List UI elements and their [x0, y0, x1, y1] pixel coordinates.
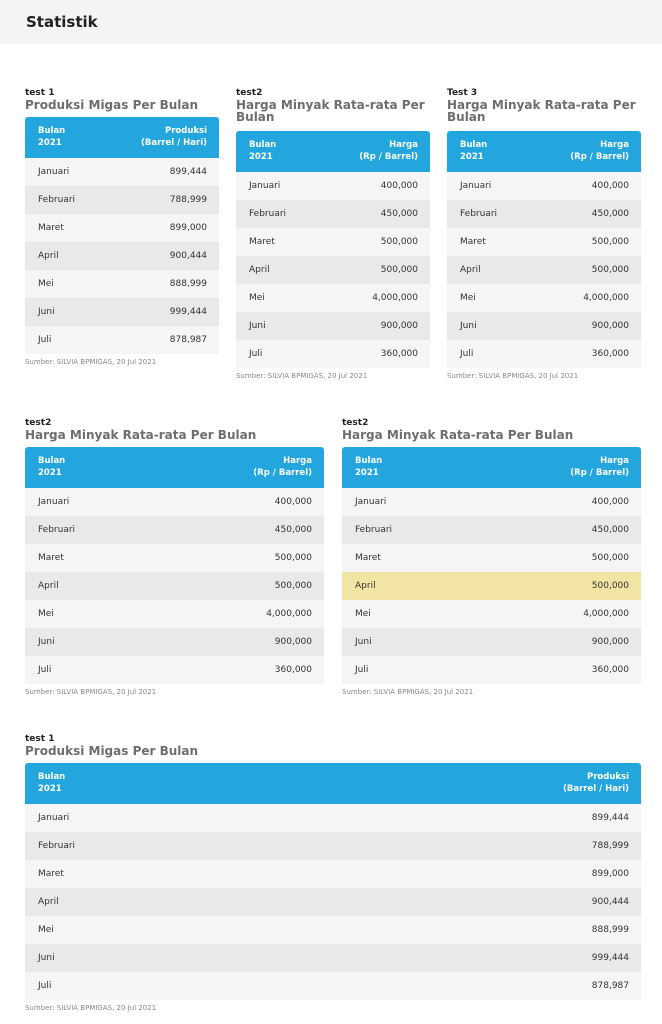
source-note: Sumber: SILVIA BPMIGAS, 20 Jul 2021 — [342, 688, 474, 696]
table-row[interactable] — [25, 488, 324, 516]
widget-title: Produksi Migas Per Bulan — [25, 744, 199, 758]
column-header-text: Bulan — [355, 456, 383, 466]
table-header — [447, 131, 641, 172]
table-body — [25, 804, 641, 1000]
column-header-text: 2021 — [38, 468, 62, 478]
table-row[interactable] — [447, 284, 641, 312]
table-row[interactable] — [342, 516, 641, 544]
value-cell: 788,999 — [169, 195, 207, 205]
month-cell: Januari — [355, 497, 387, 507]
column-header-text: Bulan — [249, 140, 277, 150]
month-cell: Januari — [38, 167, 70, 177]
value-cell: 450,000 — [591, 209, 629, 219]
month-cell: Februari — [38, 525, 76, 535]
stat-widget — [25, 734, 641, 1012]
column-header-month — [249, 139, 276, 163]
value-cell: 500,000 — [591, 237, 629, 247]
month-cell: Januari — [38, 497, 70, 507]
table-row[interactable] — [25, 158, 219, 186]
value-cell: 899,000 — [169, 223, 207, 233]
column-header-text: (Barrel / Hari) — [140, 138, 207, 148]
widget-title: Harga Minyak Rata-rata Per Bulan — [236, 98, 425, 124]
value-cell: 360,000 — [274, 665, 312, 675]
value-cell: 400,000 — [380, 181, 418, 191]
value-cell: 450,000 — [591, 525, 629, 535]
table-body — [25, 158, 219, 354]
value-cell: 500,000 — [380, 237, 418, 247]
table-row[interactable] — [25, 326, 219, 354]
value-cell: 900,444 — [169, 251, 207, 261]
value-cell: 900,000 — [591, 637, 629, 647]
source-note: Sumber: SILVIA BPMIGAS, 20 Jul 2021 — [25, 358, 157, 366]
column-header-month — [38, 771, 65, 795]
column-header-text: 2021 — [249, 152, 273, 162]
column-header-text: Bulan — [38, 126, 66, 136]
source-note: Sumber: SILVIA BPMIGAS, 20 Jul 2021 — [25, 1004, 157, 1012]
widget-label: test2 — [342, 418, 369, 428]
value-cell: 500,000 — [591, 581, 629, 591]
table-header — [25, 117, 219, 158]
column-header-text: Bulan — [38, 456, 66, 466]
table-body — [447, 172, 641, 368]
month-cell: Juli — [355, 665, 369, 675]
month-cell: Mei — [460, 293, 476, 303]
column-header-text: 2021 — [38, 784, 62, 794]
table-row[interactable] — [25, 888, 641, 916]
source-note: Sumber: SILVIA BPMIGAS, 20 Jul 2021 — [236, 372, 368, 380]
value-cell: 4,000,000 — [372, 293, 418, 303]
stat-widget — [25, 88, 219, 366]
value-cell: 888,999 — [591, 925, 629, 935]
value-cell: 500,000 — [380, 265, 418, 275]
month-cell: Juli — [38, 981, 52, 991]
widget-title: Harga Minyak Rata-rata Per Bulan — [342, 428, 574, 442]
table-row[interactable] — [25, 600, 324, 628]
table-row[interactable] — [25, 214, 219, 242]
table-row[interactable] — [25, 832, 641, 860]
month-cell: Juli — [38, 665, 52, 675]
column-header-text: (Rp / Barrel) — [570, 152, 629, 162]
column-header-month — [460, 139, 487, 163]
value-cell: 500,000 — [591, 553, 629, 563]
month-cell: Februari — [355, 525, 393, 535]
value-cell: 999,444 — [169, 307, 207, 317]
table-row[interactable] — [25, 544, 324, 572]
column-header-text: 2021 — [355, 468, 379, 478]
stat-widget — [342, 418, 641, 696]
widget-label: test2 — [236, 88, 263, 98]
table-row[interactable] — [236, 312, 430, 340]
page-header — [0, 0, 662, 44]
table-row[interactable] — [342, 488, 641, 516]
month-cell: April — [38, 897, 59, 907]
value-cell: 500,000 — [274, 553, 312, 563]
month-cell: Maret — [249, 237, 275, 247]
value-cell: 360,000 — [591, 349, 629, 359]
value-cell: 4,000,000 — [583, 609, 629, 619]
month-cell: Maret — [38, 869, 64, 879]
month-cell: Juli — [38, 335, 52, 345]
column-header-text: Harga — [389, 140, 418, 150]
column-header-value — [570, 455, 629, 479]
table-row[interactable] — [25, 944, 641, 972]
column-header-text: (Rp / Barrel) — [359, 152, 418, 162]
month-cell: April — [38, 581, 59, 591]
column-header-text: 2021 — [460, 152, 484, 162]
widget-label: Test 3 — [447, 88, 478, 98]
value-cell: 900,000 — [591, 321, 629, 331]
table-row[interactable] — [236, 340, 430, 368]
month-cell: Maret — [38, 553, 64, 563]
value-cell: 400,000 — [274, 497, 312, 507]
value-cell: 788,999 — [591, 841, 629, 851]
month-cell: Juni — [38, 637, 55, 647]
table-row[interactable] — [342, 572, 641, 600]
value-cell: 900,444 — [591, 897, 629, 907]
month-cell: Juli — [249, 349, 263, 359]
table-row[interactable] — [25, 972, 641, 1000]
value-cell: 360,000 — [380, 349, 418, 359]
table-row[interactable] — [25, 804, 641, 832]
table-row[interactable] — [447, 256, 641, 284]
month-cell: Maret — [38, 223, 64, 233]
table-row[interactable] — [25, 242, 219, 270]
month-cell: Februari — [38, 841, 76, 851]
month-cell: April — [38, 251, 59, 261]
stat-widget — [25, 418, 324, 696]
month-cell: April — [249, 265, 270, 275]
table-row[interactable] — [25, 860, 641, 888]
month-cell: Mei — [249, 293, 265, 303]
table-row[interactable] — [236, 228, 430, 256]
widget-title: Harga Minyak Rata-rata Per Bulan — [25, 428, 257, 442]
table-header — [236, 131, 430, 172]
month-cell: Maret — [460, 237, 486, 247]
column-header-text: (Rp / Barrel) — [570, 468, 629, 478]
value-cell: 899,444 — [591, 813, 629, 823]
source-note: Sumber: SILVIA BPMIGAS, 20 Jul 2021 — [447, 372, 579, 380]
value-cell: 400,000 — [591, 497, 629, 507]
month-cell: Juni — [355, 637, 372, 647]
widget-title: Harga Minyak Rata-rata Per Bulan — [447, 98, 636, 124]
month-cell: Juni — [38, 307, 55, 317]
column-header-month — [38, 455, 65, 479]
table-row[interactable] — [25, 656, 324, 684]
column-header-text: 2021 — [38, 138, 62, 148]
column-header-text: (Barrel / Hari) — [562, 784, 629, 794]
table-row[interactable] — [236, 172, 430, 200]
table-row[interactable] — [447, 312, 641, 340]
table-row[interactable] — [25, 628, 324, 656]
value-cell: 899,000 — [591, 869, 629, 879]
value-cell: 500,000 — [591, 265, 629, 275]
table-body — [236, 172, 430, 368]
value-cell: 999,444 — [591, 953, 629, 963]
month-cell: Januari — [249, 181, 281, 191]
table-row[interactable] — [25, 516, 324, 544]
value-cell: 878,987 — [591, 981, 629, 991]
column-header-text: Harga — [283, 456, 312, 466]
value-cell: 400,000 — [591, 181, 629, 191]
value-cell: 4,000,000 — [583, 293, 629, 303]
widget-label: test2 — [25, 418, 52, 428]
month-cell: Juni — [249, 321, 266, 331]
column-header-text: (Rp / Barrel) — [253, 468, 312, 478]
table-row[interactable] — [342, 656, 641, 684]
column-header-value — [253, 455, 312, 479]
stat-widget — [236, 88, 430, 380]
month-cell: Mei — [355, 609, 371, 619]
stat-widget — [447, 88, 641, 380]
column-header-value — [570, 139, 629, 163]
table-row[interactable] — [25, 298, 219, 326]
month-cell: Juni — [460, 321, 477, 331]
value-cell: 899,444 — [169, 167, 207, 177]
table-header — [25, 763, 641, 804]
table-row[interactable] — [25, 270, 219, 298]
table-row[interactable] — [342, 628, 641, 656]
month-cell: Mei — [38, 925, 54, 935]
month-cell: Februari — [460, 209, 498, 219]
month-cell: Maret — [355, 553, 381, 563]
table-row[interactable] — [447, 228, 641, 256]
month-cell: Februari — [38, 195, 76, 205]
month-cell: Januari — [38, 813, 70, 823]
value-cell: 450,000 — [380, 209, 418, 219]
value-cell: 900,000 — [380, 321, 418, 331]
column-header-text: Harga — [600, 140, 629, 150]
column-header-value — [141, 125, 207, 149]
value-cell: 360,000 — [591, 665, 629, 675]
table-row[interactable] — [342, 600, 641, 628]
column-header-text: Bulan — [460, 140, 488, 150]
value-cell: 500,000 — [274, 581, 312, 591]
value-cell: 878,987 — [169, 335, 207, 345]
month-cell: Mei — [38, 279, 54, 289]
table-row[interactable] — [447, 172, 641, 200]
table-body — [25, 488, 324, 684]
month-cell: Januari — [460, 181, 492, 191]
table-header — [25, 447, 324, 488]
table-row[interactable] — [236, 284, 430, 312]
table-row[interactable] — [447, 340, 641, 368]
column-header-value — [563, 771, 629, 795]
column-header-month — [355, 455, 382, 479]
widget-title: Produksi Migas Per Bulan — [25, 98, 199, 112]
table-row[interactable] — [447, 200, 641, 228]
table-row[interactable] — [25, 186, 219, 214]
table-row[interactable] — [25, 572, 324, 600]
source-note: Sumber: SILVIA BPMIGAS, 20 Jul 2021 — [25, 688, 157, 696]
month-cell: April — [460, 265, 481, 275]
widget-label: test 1 — [25, 88, 55, 98]
column-header-month — [38, 125, 65, 149]
table-row[interactable] — [25, 916, 641, 944]
column-header-value — [359, 139, 418, 163]
month-cell: Februari — [249, 209, 287, 219]
month-cell: Mei — [38, 609, 54, 619]
month-cell: Juni — [38, 953, 55, 963]
table-row[interactable] — [342, 544, 641, 572]
column-header-text: Produksi — [586, 772, 629, 782]
column-header-text: Bulan — [38, 772, 66, 782]
table-row[interactable] — [236, 256, 430, 284]
value-cell: 4,000,000 — [266, 609, 312, 619]
table-body — [342, 488, 641, 684]
month-cell: April — [355, 581, 376, 591]
value-cell: 450,000 — [274, 525, 312, 535]
value-cell: 900,000 — [274, 637, 312, 647]
column-header-text: Harga — [600, 456, 629, 466]
page-title: Statistik — [26, 13, 98, 31]
month-cell: Juli — [460, 349, 474, 359]
value-cell: 888,999 — [169, 279, 207, 289]
table-row[interactable] — [236, 200, 430, 228]
table-header — [342, 447, 641, 488]
column-header-text: Produksi — [164, 126, 207, 136]
widget-label: test 1 — [25, 734, 55, 744]
